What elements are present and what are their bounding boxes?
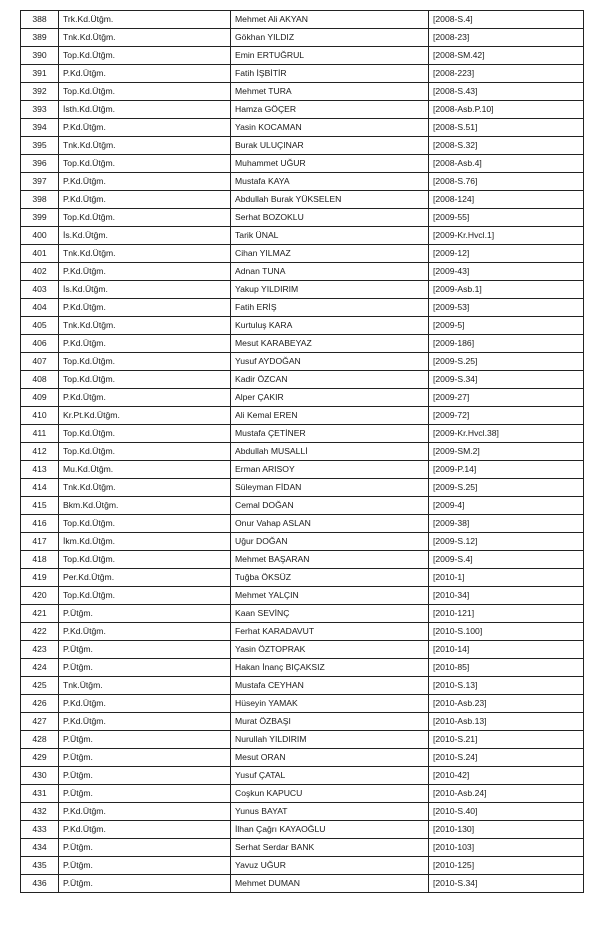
full-name-cell: Yusuf ÇATAL <box>231 767 429 785</box>
registry-code-cell: [2010-1] <box>429 569 584 587</box>
full-name-cell: Cemal DOĞAN <box>231 497 429 515</box>
table-row <box>21 497 584 515</box>
table-row <box>21 245 584 263</box>
registry-code-cell: [2009-S.25] <box>429 479 584 497</box>
full-name-cell: Mesut KARABEYAZ <box>231 335 429 353</box>
rank-cell: Top.Kd.Ütğm. <box>59 47 231 65</box>
row-number-cell: 413 <box>21 461 59 479</box>
registry-code-cell: [2008-23] <box>429 29 584 47</box>
rank-cell: P.Kd.Ütğm. <box>59 263 231 281</box>
rank-cell: P.Ütğm. <box>59 839 231 857</box>
table-row <box>21 281 584 299</box>
registry-code-cell: [2008-223] <box>429 65 584 83</box>
rank-cell: Tnk.Kd.Ütğm. <box>59 479 231 497</box>
full-name-cell: Abdullah MUSALLİ <box>231 443 429 461</box>
registry-code-cell: [2010-S.13] <box>429 677 584 695</box>
rank-cell: P.Kd.Ütğm. <box>59 713 231 731</box>
table-row <box>21 821 584 839</box>
registry-code-cell: [2009-186] <box>429 335 584 353</box>
personnel-table-body <box>21 11 584 893</box>
rank-cell: Tnk.Kd.Ütğm. <box>59 137 231 155</box>
row-number-cell: 398 <box>21 191 59 209</box>
registry-code-cell: [2009-S.12] <box>429 533 584 551</box>
table-row <box>21 623 584 641</box>
row-number-cell: 419 <box>21 569 59 587</box>
rank-cell: P.Kd.Ütğm. <box>59 695 231 713</box>
registry-code-cell: [2010-Asb.13] <box>429 713 584 731</box>
table-row <box>21 605 584 623</box>
row-number-cell: 429 <box>21 749 59 767</box>
table-row <box>21 227 584 245</box>
registry-code-cell: [2009-72] <box>429 407 584 425</box>
rank-cell: P.Ütğm. <box>59 731 231 749</box>
row-number-cell: 402 <box>21 263 59 281</box>
rank-cell: P.Ütğm. <box>59 749 231 767</box>
rank-cell: Top.Kd.Ütğm. <box>59 209 231 227</box>
row-number-cell: 393 <box>21 101 59 119</box>
row-number-cell: 434 <box>21 839 59 857</box>
full-name-cell: Kaan SEVİNÇ <box>231 605 429 623</box>
full-name-cell: Yakup YILDIRIM <box>231 281 429 299</box>
full-name-cell: Tarik ÜNAL <box>231 227 429 245</box>
table-row <box>21 299 584 317</box>
row-number-cell: 389 <box>21 29 59 47</box>
full-name-cell: Mustafa ÇETİNER <box>231 425 429 443</box>
table-row <box>21 677 584 695</box>
registry-code-cell: [2009-SM.2] <box>429 443 584 461</box>
full-name-cell: Mustafa KAYA <box>231 173 429 191</box>
personnel-table <box>20 10 584 893</box>
rank-cell: Bkm.Kd.Ütğm. <box>59 497 231 515</box>
table-row <box>21 371 584 389</box>
registry-code-cell: [2008-S.32] <box>429 137 584 155</box>
rank-cell: P.Ütğm. <box>59 767 231 785</box>
table-row <box>21 803 584 821</box>
full-name-cell: Süleyman FİDAN <box>231 479 429 497</box>
registry-code-cell: [2010-14] <box>429 641 584 659</box>
rank-cell: Tnk.Ütğm. <box>59 677 231 695</box>
rank-cell: Tnk.Kd.Ütğm. <box>59 245 231 263</box>
registry-code-cell: [2008-Asb.P.10] <box>429 101 584 119</box>
full-name-cell: İlhan Çağrı KAYAOĞLU <box>231 821 429 839</box>
rank-cell: İsth.Kd.Ütğm. <box>59 101 231 119</box>
table-row <box>21 119 584 137</box>
rank-cell: P.Kd.Ütğm. <box>59 191 231 209</box>
row-number-cell: 435 <box>21 857 59 875</box>
full-name-cell: Mehmet Ali AKYAN <box>231 11 429 29</box>
row-number-cell: 417 <box>21 533 59 551</box>
rank-cell: İs.Kd.Ütğm. <box>59 227 231 245</box>
rank-cell: P.Kd.Ütğm. <box>59 803 231 821</box>
row-number-cell: 425 <box>21 677 59 695</box>
full-name-cell: Mehmet TURA <box>231 83 429 101</box>
rank-cell: Top.Kd.Ütğm. <box>59 587 231 605</box>
rank-cell: P.Kd.Ütğm. <box>59 299 231 317</box>
row-number-cell: 430 <box>21 767 59 785</box>
table-row <box>21 551 584 569</box>
row-number-cell: 411 <box>21 425 59 443</box>
row-number-cell: 432 <box>21 803 59 821</box>
row-number-cell: 392 <box>21 83 59 101</box>
full-name-cell: Serhat Serdar BANK <box>231 839 429 857</box>
row-number-cell: 416 <box>21 515 59 533</box>
rank-cell: İs.Kd.Ütğm. <box>59 281 231 299</box>
full-name-cell: Hamza GÖÇER <box>231 101 429 119</box>
row-number-cell: 407 <box>21 353 59 371</box>
registry-code-cell: [2008-SM.42] <box>429 47 584 65</box>
row-number-cell: 420 <box>21 587 59 605</box>
registry-code-cell: [2010-85] <box>429 659 584 677</box>
table-row <box>21 695 584 713</box>
table-row <box>21 641 584 659</box>
registry-code-cell: [2008-S.76] <box>429 173 584 191</box>
rank-cell: Top.Kd.Ütğm. <box>59 515 231 533</box>
registry-code-cell: [2010-34] <box>429 587 584 605</box>
row-number-cell: 397 <box>21 173 59 191</box>
registry-code-cell: [2010-125] <box>429 857 584 875</box>
table-row <box>21 731 584 749</box>
row-number-cell: 410 <box>21 407 59 425</box>
table-row <box>21 587 584 605</box>
registry-code-cell: [2009-12] <box>429 245 584 263</box>
row-number-cell: 431 <box>21 785 59 803</box>
full-name-cell: Erman ARISOY <box>231 461 429 479</box>
table-row <box>21 83 584 101</box>
table-row <box>21 839 584 857</box>
full-name-cell: Kadir ÖZCAN <box>231 371 429 389</box>
row-number-cell: 414 <box>21 479 59 497</box>
registry-code-cell: [2009-P.14] <box>429 461 584 479</box>
row-number-cell: 399 <box>21 209 59 227</box>
row-number-cell: 391 <box>21 65 59 83</box>
registry-code-cell: [2009-43] <box>429 263 584 281</box>
table-row <box>21 101 584 119</box>
table-row <box>21 767 584 785</box>
row-number-cell: 388 <box>21 11 59 29</box>
table-row <box>21 407 584 425</box>
rank-cell: Top.Kd.Ütğm. <box>59 155 231 173</box>
table-row <box>21 137 584 155</box>
registry-code-cell: [2009-5] <box>429 317 584 335</box>
registry-code-cell: [2010-Asb.23] <box>429 695 584 713</box>
row-number-cell: 400 <box>21 227 59 245</box>
full-name-cell: Mustafa CEYHAN <box>231 677 429 695</box>
row-number-cell: 423 <box>21 641 59 659</box>
row-number-cell: 412 <box>21 443 59 461</box>
table-row <box>21 155 584 173</box>
rank-cell: Tnk.Kd.Ütğm. <box>59 29 231 47</box>
rank-cell: P.Kd.Ütğm. <box>59 623 231 641</box>
registry-code-cell: [2010-42] <box>429 767 584 785</box>
rank-cell: P.Ütğm. <box>59 641 231 659</box>
rank-cell: P.Kd.Ütğm. <box>59 335 231 353</box>
registry-code-cell: [2009-Kr.Hvcl.38] <box>429 425 584 443</box>
row-number-cell: 433 <box>21 821 59 839</box>
rank-cell: Top.Kd.Ütğm. <box>59 443 231 461</box>
rank-cell: P.Kd.Ütğm. <box>59 389 231 407</box>
row-number-cell: 426 <box>21 695 59 713</box>
registry-code-cell: [2009-S.34] <box>429 371 584 389</box>
registry-code-cell: [2010-S.40] <box>429 803 584 821</box>
registry-code-cell: [2008-124] <box>429 191 584 209</box>
full-name-cell: Adnan TUNA <box>231 263 429 281</box>
rank-cell: P.Ütğm. <box>59 605 231 623</box>
row-number-cell: 403 <box>21 281 59 299</box>
row-number-cell: 408 <box>21 371 59 389</box>
full-name-cell: Mehmet DUMAN <box>231 875 429 893</box>
full-name-cell: Cihan YILMAZ <box>231 245 429 263</box>
row-number-cell: 427 <box>21 713 59 731</box>
table-row <box>21 875 584 893</box>
full-name-cell: Yavuz UĞUR <box>231 857 429 875</box>
table-row <box>21 749 584 767</box>
full-name-cell: Uğur DOĞAN <box>231 533 429 551</box>
registry-code-cell: [2008-S.43] <box>429 83 584 101</box>
rank-cell: Mu.Kd.Ütğm. <box>59 461 231 479</box>
row-number-cell: 415 <box>21 497 59 515</box>
registry-code-cell: [2010-121] <box>429 605 584 623</box>
full-name-cell: Nurullah YILDIRIM <box>231 731 429 749</box>
full-name-cell: Hakan İnanç BIÇAKSIZ <box>231 659 429 677</box>
row-number-cell: 428 <box>21 731 59 749</box>
row-number-cell: 406 <box>21 335 59 353</box>
table-row <box>21 857 584 875</box>
table-row <box>21 389 584 407</box>
full-name-cell: Hüseyin YAMAK <box>231 695 429 713</box>
table-row <box>21 659 584 677</box>
registry-code-cell: [2009-Kr.Hvcl.1] <box>429 227 584 245</box>
full-name-cell: Mehmet YALÇIN <box>231 587 429 605</box>
table-row <box>21 65 584 83</box>
full-name-cell: Coşkun KAPUCU <box>231 785 429 803</box>
full-name-cell: Muhammet UĞUR <box>231 155 429 173</box>
table-row <box>21 533 584 551</box>
full-name-cell: Onur Vahap ASLAN <box>231 515 429 533</box>
rank-cell: İkm.Kd.Ütğm. <box>59 533 231 551</box>
registry-code-cell: [2009-S.4] <box>429 551 584 569</box>
full-name-cell: Fatih ERİŞ <box>231 299 429 317</box>
rank-cell: P.Ütğm. <box>59 785 231 803</box>
table-row <box>21 461 584 479</box>
table-row <box>21 515 584 533</box>
full-name-cell: Gökhan YILDIZ <box>231 29 429 47</box>
rank-cell: P.Kd.Ütğm. <box>59 65 231 83</box>
table-row <box>21 11 584 29</box>
registry-code-cell: [2010-Asb.24] <box>429 785 584 803</box>
table-row <box>21 443 584 461</box>
registry-code-cell: [2008-S.4] <box>429 11 584 29</box>
row-number-cell: 401 <box>21 245 59 263</box>
full-name-cell: Ali Kemal EREN <box>231 407 429 425</box>
table-row <box>21 353 584 371</box>
row-number-cell: 395 <box>21 137 59 155</box>
rank-cell: P.Ütğm. <box>59 875 231 893</box>
table-row <box>21 173 584 191</box>
rank-cell: P.Kd.Ütğm. <box>59 119 231 137</box>
registry-code-cell: [2009-27] <box>429 389 584 407</box>
table-row <box>21 209 584 227</box>
full-name-cell: Mehmet BAŞARAN <box>231 551 429 569</box>
full-name-cell: Tuğba ÖKSÜZ <box>231 569 429 587</box>
registry-code-cell: [2009-55] <box>429 209 584 227</box>
full-name-cell: Emin ERTUĞRUL <box>231 47 429 65</box>
full-name-cell: Yasin ÖZTOPRAK <box>231 641 429 659</box>
table-row <box>21 191 584 209</box>
row-number-cell: 421 <box>21 605 59 623</box>
registry-code-cell: [2010-130] <box>429 821 584 839</box>
table-row <box>21 713 584 731</box>
row-number-cell: 409 <box>21 389 59 407</box>
full-name-cell: Mesut ORAN <box>231 749 429 767</box>
registry-code-cell: [2010-S.34] <box>429 875 584 893</box>
full-name-cell: Ferhat KARADAVUT <box>231 623 429 641</box>
registry-code-cell: [2009-53] <box>429 299 584 317</box>
table-row <box>21 425 584 443</box>
full-name-cell: Alper ÇAKIR <box>231 389 429 407</box>
registry-code-cell: [2010-S.100] <box>429 623 584 641</box>
roster-sheet <box>20 10 583 893</box>
table-row <box>21 263 584 281</box>
rank-cell: P.Ütğm. <box>59 659 231 677</box>
table-row <box>21 569 584 587</box>
full-name-cell: Fatih İŞBİTİR <box>231 65 429 83</box>
row-number-cell: 394 <box>21 119 59 137</box>
rank-cell: Top.Kd.Ütğm. <box>59 83 231 101</box>
row-number-cell: 418 <box>21 551 59 569</box>
registry-code-cell: [2009-4] <box>429 497 584 515</box>
rank-cell: Kr.Pt.Kd.Ütğm. <box>59 407 231 425</box>
full-name-cell: Murat ÖZBAŞI <box>231 713 429 731</box>
registry-code-cell: [2010-103] <box>429 839 584 857</box>
row-number-cell: 396 <box>21 155 59 173</box>
registry-code-cell: [2008-S.51] <box>429 119 584 137</box>
row-number-cell: 422 <box>21 623 59 641</box>
registry-code-cell: [2008-Asb.4] <box>429 155 584 173</box>
table-row <box>21 317 584 335</box>
table-row <box>21 47 584 65</box>
table-row <box>21 29 584 47</box>
full-name-cell: Yunus BAYAT <box>231 803 429 821</box>
table-row <box>21 785 584 803</box>
row-number-cell: 404 <box>21 299 59 317</box>
full-name-cell: Kurtuluş KARA <box>231 317 429 335</box>
rank-cell: Top.Kd.Ütğm. <box>59 425 231 443</box>
rank-cell: P.Kd.Ütğm. <box>59 821 231 839</box>
rank-cell: Tnk.Kd.Ütğm. <box>59 317 231 335</box>
row-number-cell: 390 <box>21 47 59 65</box>
full-name-cell: Serhat BOZOKLU <box>231 209 429 227</box>
rank-cell: Top.Kd.Ütğm. <box>59 353 231 371</box>
full-name-cell: Burak ULUÇINAR <box>231 137 429 155</box>
full-name-cell: Yasin KOCAMAN <box>231 119 429 137</box>
registry-code-cell: [2010-S.21] <box>429 731 584 749</box>
table-row <box>21 335 584 353</box>
rank-cell: Per.Kd.Ütğm. <box>59 569 231 587</box>
row-number-cell: 424 <box>21 659 59 677</box>
registry-code-cell: [2009-38] <box>429 515 584 533</box>
full-name-cell: Abdullah Burak YÜKSELEN <box>231 191 429 209</box>
rank-cell: Top.Kd.Ütğm. <box>59 551 231 569</box>
rank-cell: Top.Kd.Ütğm. <box>59 371 231 389</box>
rank-cell: P.Ütğm. <box>59 857 231 875</box>
row-number-cell: 405 <box>21 317 59 335</box>
rank-cell: P.Kd.Ütğm. <box>59 173 231 191</box>
registry-code-cell: [2009-S.25] <box>429 353 584 371</box>
full-name-cell: Yusuf AYDOĞAN <box>231 353 429 371</box>
row-number-cell: 436 <box>21 875 59 893</box>
registry-code-cell: [2010-S.24] <box>429 749 584 767</box>
rank-cell: Trk.Kd.Ütğm. <box>59 11 231 29</box>
registry-code-cell: [2009-Asb.1] <box>429 281 584 299</box>
table-row <box>21 479 584 497</box>
